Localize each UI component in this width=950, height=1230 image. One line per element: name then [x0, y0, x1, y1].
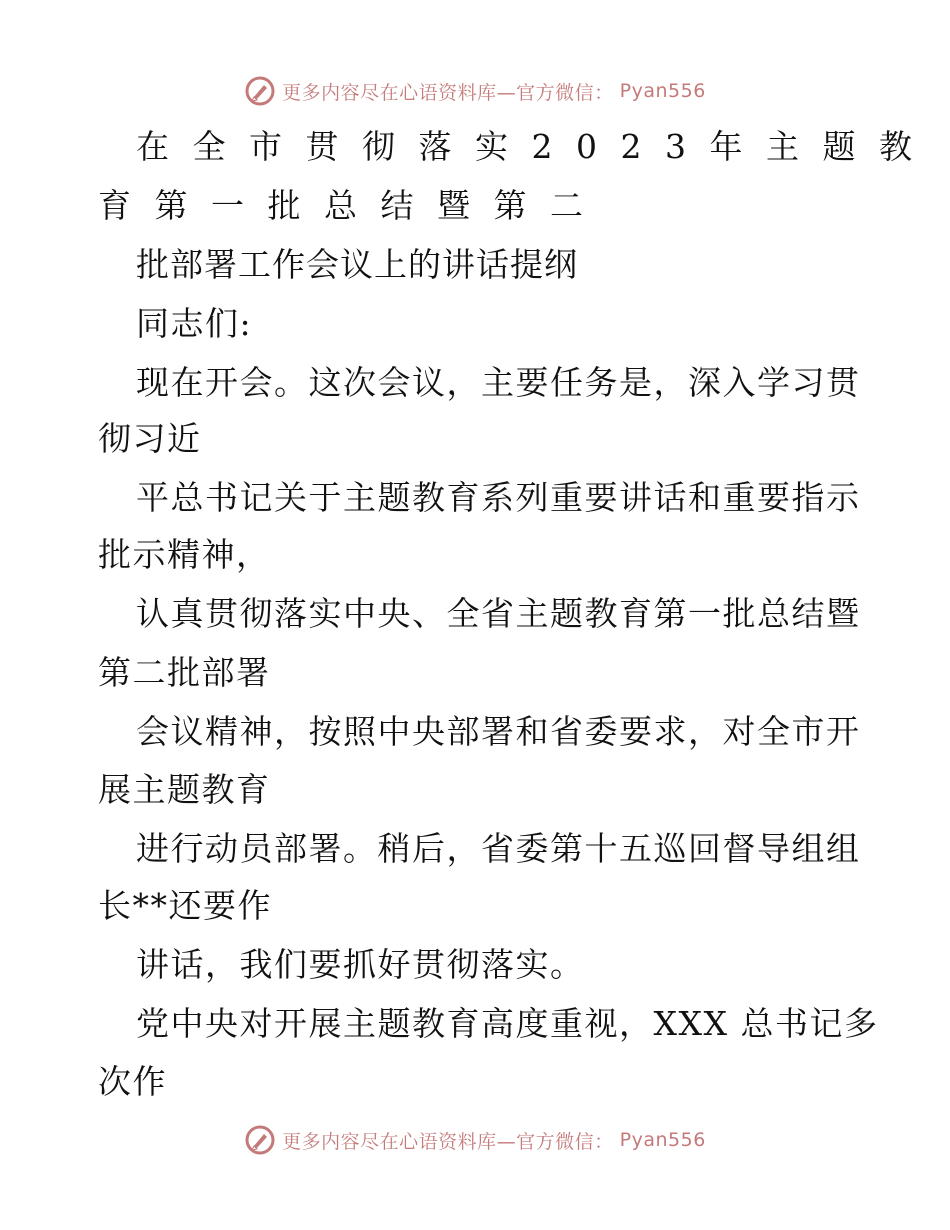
body-line: 认真贯彻落实中央、全省主题教育第一批总结暨 — [136, 594, 861, 633]
title-line-3: 批部署工作会议上的讲话提纲 — [136, 245, 578, 284]
watermark-header — [0, 71, 950, 111]
pen-logo-icon — [244, 75, 276, 107]
watermark-wechat-id: Pyan556 — [619, 1129, 706, 1151]
body-line: 展主题教育 — [98, 770, 271, 809]
body-line: 彻习近 — [98, 419, 202, 458]
body-line: 次作 — [98, 1062, 167, 1101]
body-line: 平总书记关于主题教育系列重要讲话和重要指示 — [136, 478, 861, 517]
body-line: 第二批部署 — [98, 653, 271, 692]
watermark-footer — [0, 1120, 950, 1160]
salutation: 同志们: — [136, 304, 253, 343]
body-line: 批示精神， — [98, 535, 271, 574]
body-line: 会议精神，按照中央部署和省委要求，对全市开 — [136, 712, 861, 751]
body-line: 现在开会。这次会议，主要任务是，深入学习贯 — [136, 363, 861, 402]
body-line: 党中央对开展主题教育高度重视，XXX 总书记多 — [136, 1004, 879, 1043]
watermark-wechat-id: Pyan556 — [619, 80, 706, 102]
watermark-text: 更多内容尽在心语资料库—官方微信： — [282, 81, 614, 104]
title-line-2: 育第一批总结暨第二 — [98, 186, 607, 225]
body-line: 讲话，我们要抓好贯彻落实。 — [136, 945, 585, 984]
pen-logo-icon — [244, 1124, 276, 1156]
body-line: 进行动员部署。稍后，省委第十五巡回督导组组 — [136, 829, 861, 868]
body-line: 长**还要作 — [98, 886, 272, 925]
title-line-1: 在全市贯彻落实2023年主题教 — [136, 127, 936, 166]
watermark-text: 更多内容尽在心语资料库—官方微信： — [282, 1130, 614, 1153]
